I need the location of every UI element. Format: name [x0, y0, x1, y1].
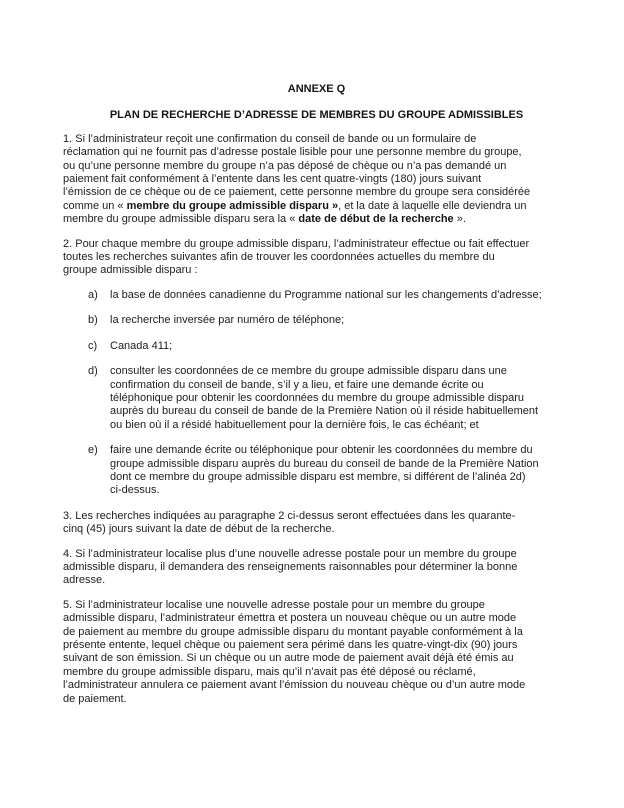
text-line: [110, 471, 570, 484]
text-line: [63, 639, 570, 652]
document-title: PLAN DE RECHERCHE D’ADRESSE DE MEMBRES DU GROUPE ADMISSIBLES: [109, 109, 524, 122]
text: adresse.: [63, 574, 106, 587]
text-line: [110, 444, 570, 457]
text-line: [110, 314, 570, 327]
text-line: [63, 666, 570, 679]
text-line: [110, 379, 570, 392]
text: ci-dessus.: [110, 484, 160, 497]
text-line: [63, 523, 570, 536]
text-line: [63, 133, 570, 146]
text-lines: [110, 314, 570, 327]
bold-text: date de début de la recherche: [298, 213, 454, 226]
text-line: [110, 392, 570, 405]
text: cinq (45) jours suivant la date de début de la recherche.: [63, 523, 335, 536]
text: suivant de son émission. Si un chèque ou un autre mode de paiement avait déjà été émis au: [63, 652, 514, 665]
list-item-label: b): [88, 314, 98, 327]
text-lines: [110, 365, 570, 432]
text: faire une demande écrite ou téléphonique pour obtenir les coordonnées du membre du: [110, 444, 533, 457]
text: admissible disparu, l’administrateur émettra et postera un nouveau chèque ou un autre mode: [63, 612, 517, 625]
text-line: [110, 458, 570, 471]
text-line: [63, 173, 570, 186]
text-line: [63, 626, 570, 639]
paragraph: [63, 510, 570, 537]
text-lines: [110, 444, 570, 498]
text: réclamation qui ne fournit pas d’adresse postale lisible pour une personne membre du groupe,: [63, 146, 522, 159]
paragraph: [63, 599, 570, 706]
text: auprès du bureau du conseil de bande de la Première Nation où il réside habituellement: [110, 405, 539, 418]
paragraph: [63, 548, 570, 588]
text: de paiement au membre du groupe admissible disparu du montant payable conformément à la: [63, 625, 523, 638]
text: comme un «: [63, 199, 127, 212]
text: membre du groupe admissible disparu, mais qu’il n’avait pas été déposé ou réclamé,: [63, 665, 476, 678]
text: ou bien où il a résidé habituellement pour la dernière fois, le cas échéant; et: [110, 418, 479, 431]
text: admissible disparu, il demandera des renseignements raisonnables pour déterminer la bonne: [63, 560, 518, 573]
text-line: [63, 548, 570, 561]
text: la base de données canadienne du Programme national sur les changements d’adresse;: [110, 288, 542, 301]
text: paiement fait conformément à l’entente dans les cent quatre-vingts (180) jours suivant: [63, 173, 482, 186]
text-line: [110, 484, 570, 497]
text: l’administrateur annulera ce paiement avant l’émission du nouveau chèque ou d’un autre mode: [63, 679, 526, 692]
text-line: [110, 289, 570, 302]
text: la recherche inversée par numéro de téléphone;: [110, 314, 345, 327]
list-item-label: a): [88, 288, 98, 301]
text: ou qu’une personne membre du groupe n’a pas déposé de chèque ou n’a pas demandé un: [63, 159, 507, 172]
list-item-label: d): [88, 365, 98, 378]
text-line: [63, 612, 570, 625]
text: l’émission de ce chèque ou de ce paiement, cette personne membre du groupe sera considérée: [63, 186, 531, 199]
text-line: [110, 405, 570, 418]
text-line: [63, 561, 570, 574]
annexe-heading: ANNEXE Q: [287, 83, 346, 95]
text: membre du groupe admissible disparu sera la «: [63, 213, 299, 226]
text: groupe admissible disparu auprès du bureau du conseil de bande de la Première Nation: [110, 457, 539, 470]
text-lines: [63, 548, 570, 588]
text-line: [63, 238, 570, 251]
list-item: [63, 444, 570, 498]
text: Canada 411;: [110, 339, 173, 352]
text-line: [63, 652, 570, 665]
list-item: [63, 340, 570, 353]
text: de paiement.: [63, 692, 127, 705]
text: 3. Les recherches indiquées au paragraphe 2 ci-dessus seront effectuées dans les quarante-: [63, 509, 516, 522]
list-item: [63, 314, 570, 327]
text-line: [110, 419, 570, 432]
paragraph: [63, 238, 570, 278]
text: présente entente, lequel chèque ou paiement sera périmé dans les quatre-vingt-dix (90) jours: [63, 639, 518, 651]
text: , et la date à laquelle elle deviendra un: [338, 199, 527, 212]
text: confirmation du conseil de bande, s’il y a lieu, et faire une demande écrite ou: [110, 378, 484, 391]
text-line: [63, 186, 570, 199]
text-lines: [63, 133, 570, 227]
bold-text: membre du groupe admissible disparu »: [126, 199, 339, 212]
text-line: [110, 340, 570, 353]
text-line: [63, 599, 570, 612]
document-body: [63, 133, 570, 706]
list-item: [63, 289, 570, 302]
text-line: [63, 679, 570, 692]
text: groupe admissible disparu :: [63, 264, 198, 277]
text: consulter les coordonnées de ce membre du groupe admissible disparu dans une: [110, 365, 507, 378]
text: 1. Si l’administrateur reçoit une confirmation du conseil de bande ou un formulaire de: [63, 132, 477, 145]
text-line: [63, 213, 570, 226]
text-line: [63, 200, 570, 213]
text: 2. Pour chaque membre du groupe admissible disparu, l’administrateur effectue ou fait effectuer: [63, 237, 530, 250]
text-line: [110, 365, 570, 378]
text-line: [63, 251, 570, 264]
text-line: [63, 574, 570, 587]
paragraph: [63, 133, 570, 227]
text-lines: [110, 289, 570, 302]
list-item: [63, 365, 570, 432]
text: ».: [453, 213, 466, 226]
text-line: [63, 264, 570, 277]
text: toutes les recherches suivantes afin de trouver les coordonnées actuelles du membre du: [63, 251, 495, 264]
text-line: [63, 146, 570, 159]
text: dont ce membre du groupe admissible disparu est membre, si différent de l’alinéa 2d): [110, 470, 526, 483]
text-line: [63, 510, 570, 523]
text: 4. Si l’administrateur localise plus d’une nouvelle adresse postale pour un membre du groupe: [63, 547, 517, 560]
text: téléphonique pour obtenir les coordonnées du membre du groupe admissible disparu: [110, 391, 524, 404]
text-lines: [63, 510, 570, 537]
list-item-label: c): [88, 339, 98, 352]
text-lines: [110, 340, 570, 353]
text-lines: [63, 599, 570, 706]
text: 5. Si l’administrateur localise une nouvelle adresse postale pour un membre du groupe: [63, 598, 485, 611]
text-line: [63, 160, 570, 173]
text-line: [63, 693, 570, 706]
list-item-label: e): [88, 444, 98, 457]
text-lines: [63, 238, 570, 278]
